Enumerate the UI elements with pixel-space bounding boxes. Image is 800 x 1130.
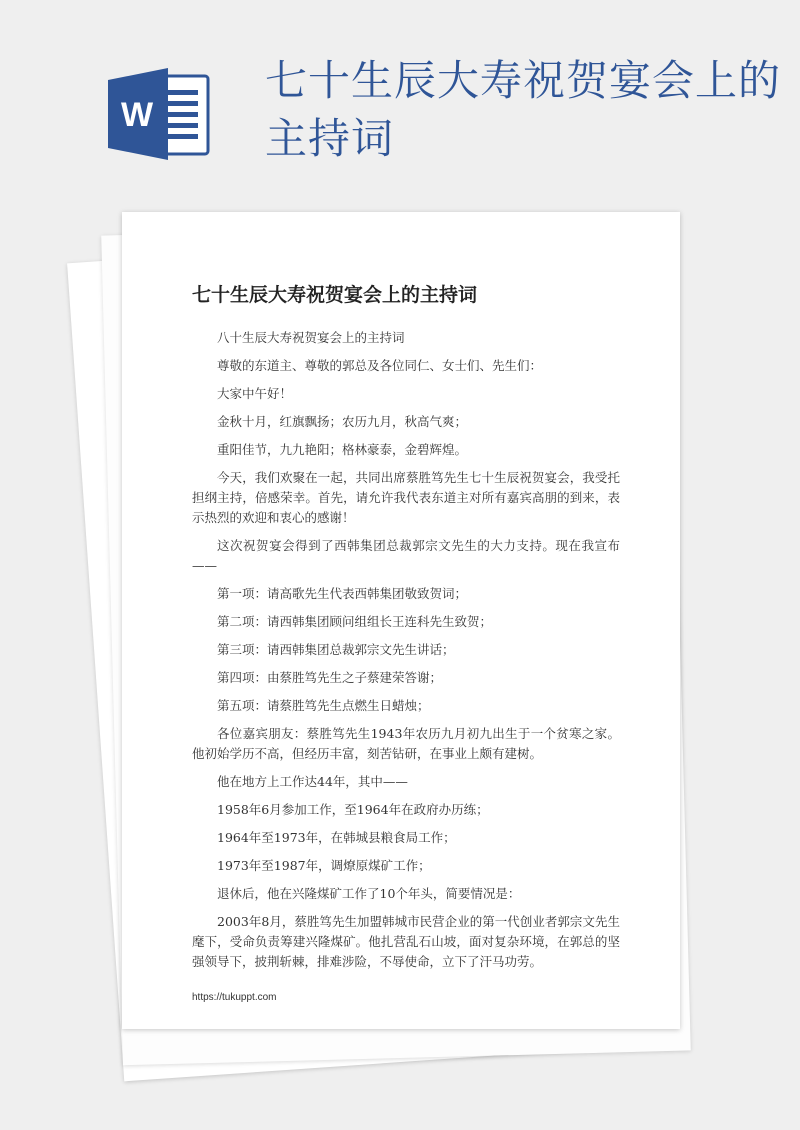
document-paragraph: 第四项：由蔡胜笃先生之子蔡建荣答谢；: [217, 670, 443, 685]
document-paragraph: 金秋十月，红旗飘扬；农历九月，秋高气爽；: [217, 414, 468, 429]
document-paragraph: 第一项：请高歌先生代表西韩集团敬致贺词；: [217, 586, 468, 601]
document-page: [122, 212, 680, 1029]
document-paragraph: 第五项：请蔡胜笃先生点燃生日蜡烛；: [217, 698, 430, 713]
document-paragraph: 他在地方上工作达44年，其中——: [217, 774, 408, 789]
word-document-icon: [108, 68, 212, 160]
document-paragraph: 1958年6月参加工作，至1964年在政府办历练；: [217, 802, 489, 817]
footer-url: https://tukuppt.com: [192, 992, 277, 1003]
document-body: [192, 328, 620, 980]
document-paragraph: 重阳佳节，九九艳阳；格林豪泰，金碧辉煌。: [217, 442, 468, 457]
document-paragraph: 这次祝贺宴会得到了西韩集团总裁郭宗文先生的大力支持。现在我宣布——: [192, 538, 620, 573]
document-title: 七十生辰大寿祝贺宴会上的主持词: [192, 284, 478, 306]
document-paragraph: 1973年至1987年，调燎原煤矿工作；: [217, 858, 431, 873]
document-paragraph: 1964年至1973年，在韩城县粮食局工作；: [217, 830, 456, 845]
page-title: 七十生辰大寿祝贺宴会上的主持词: [265, 56, 782, 163]
document-paragraph: 大家中午好！: [217, 386, 293, 401]
document-paragraph: 各位嘉宾朋友：蔡胜笃先生1943年农历九月初九出生于一个贫寒之家。他初始学历不高，但经历丰富，刻苦钻研，在事业上颇有建树。: [192, 726, 620, 761]
header-banner: [0, 0, 800, 215]
document-paragraph: 尊敬的东道主、尊敬的郭总及各位同仁、女士们、先生们：: [217, 358, 543, 373]
document-paragraph: 退休后，他在兴隆煤矿工作了10个年头，简要情况是：: [217, 886, 521, 901]
document-paragraph: 第二项：请西韩集团顾问组组长王连科先生致贺；: [217, 614, 493, 629]
document-paragraph: 第三项：请西韩集团总裁郭宗文先生讲话；: [217, 642, 455, 657]
document-paragraph: 八十生辰大寿祝贺宴会上的主持词: [217, 330, 405, 345]
word-icon-letter: W: [120, 96, 154, 134]
document-paragraph: 今天，我们欢聚在一起，共同出席蔡胜笃先生七十生辰祝贺宴会，我受托担纲主持，倍感荣幸。首先，请允许我代表东道主对所有嘉宾高朋的到来，表示热烈的欢迎和衷心的感谢！: [192, 470, 620, 525]
document-paragraph: 2003年8月，蔡胜笃先生加盟韩城市民营企业的第一代创业者郭宗文先生麾下，受命负责筹建兴隆煤矿。他扎营乱石山坡，面对复杂环境，在郭总的坚强领导下，披荆斩棘，排难涉险，不辱使命，立下了汗马功劳。: [192, 914, 620, 969]
